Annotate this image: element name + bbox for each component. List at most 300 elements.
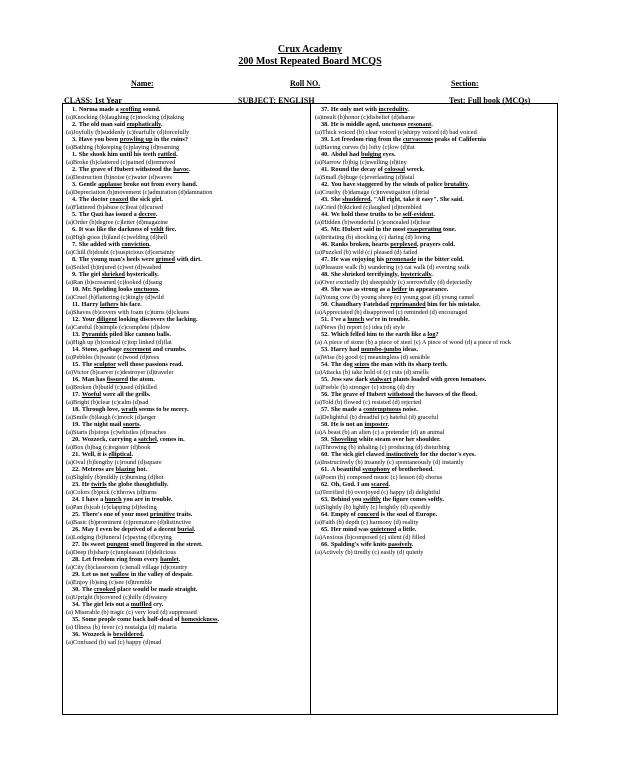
question-number: 24. <box>72 496 80 503</box>
question-text: Its sweet <box>81 541 107 548</box>
answer-options: (a)High grass (b)land (c)welding (d)hell <box>66 233 168 241</box>
answer-options: (a)Actively (b) tiredly (c) easily (d) quietly <box>315 548 424 556</box>
answer-options: (a)A beast (b) an alien (c) a pretender (d) an animal <box>315 428 445 436</box>
question-text: wreck. <box>405 166 425 173</box>
question-number: 45. <box>321 226 329 233</box>
answer-options: (a)Slightly (b)mildly (c)burning (d)hot <box>66 473 164 481</box>
question-stem <box>315 121 555 129</box>
question-stem <box>66 376 307 384</box>
question-stem <box>315 196 555 204</box>
question-stem <box>315 226 555 234</box>
question-text: Some people come back half-dead of <box>81 616 182 623</box>
question-text: traits. <box>174 511 193 518</box>
question-text: Wozzeck, carrying a <box>81 436 139 443</box>
question-number: 18. <box>72 406 80 413</box>
question-stem <box>315 451 555 459</box>
question-text: She was as strong as a <box>330 286 392 293</box>
question-text: He <box>81 481 92 488</box>
question-text: Man has <box>81 376 107 383</box>
answer-options: (a)Order (b)degree (c)letter (d)magazine <box>66 218 168 226</box>
subject-label: SUBJECT: ENGLISH <box>238 96 315 105</box>
question-number: 10. <box>72 286 80 293</box>
question-number: 64. <box>321 511 329 518</box>
question-text: She added with <box>78 241 122 248</box>
keyword: withstood <box>387 391 414 398</box>
keyword: perplexed <box>390 241 417 248</box>
answer-options: (a)Colors (b)pick (c)throws (d)turns <box>66 488 157 496</box>
question-number: 2. <box>72 121 77 128</box>
question-text: white steam over her shoulder. <box>357 436 441 443</box>
answer-options: (a)Young cow (b) young sheep (c) young goat (d) young camel <box>315 293 474 301</box>
question-text: . <box>217 616 220 623</box>
answer-options: (a)Slightly (b) lightly (c) brightly (d) speedily <box>315 503 431 511</box>
question-number: 48. <box>321 271 329 278</box>
question-text: Have you been <box>78 136 120 143</box>
answer-options: (a)Box (b)bag (c)register (d)book <box>66 443 151 451</box>
answer-options: (a) A piece of stone (b) a piece of steel (c) A piece of wood (d) a piece of rock <box>315 338 511 346</box>
keyword: bulging <box>360 151 382 158</box>
keyword: satchel <box>138 436 157 443</box>
question-stem <box>66 511 307 519</box>
question-number: 28. <box>72 556 80 563</box>
keyword: grimed <box>155 256 176 263</box>
question-text: He only met with <box>330 106 379 113</box>
question-text: , "All right, take it easy". She said. <box>370 196 464 203</box>
answer-options: (a)Small (b)huge (c)everlasting (d)fatal <box>315 173 415 181</box>
document-title: 200 Most Repeated Board MCQS <box>238 56 382 67</box>
keyword: quietened <box>370 526 397 533</box>
question-stem <box>315 136 555 144</box>
answer-options: (a)Broken (b)build (c)used (d)killed <box>66 383 157 391</box>
question-text: Your <box>81 316 97 323</box>
keyword: reprimanded <box>390 301 426 308</box>
academy-title: Crux Academy <box>277 44 343 55</box>
question-stem <box>66 601 307 609</box>
question-text: in the bitter cold. <box>416 256 464 263</box>
keyword: curvaceous <box>402 136 433 143</box>
question-text: The <box>81 361 94 368</box>
question-stem <box>66 196 307 204</box>
question-stem <box>315 511 555 519</box>
keyword: emphatically <box>126 121 161 128</box>
question-text: The girl lets out a <box>81 601 131 608</box>
keyword: incredulity <box>378 106 408 113</box>
question-text: in the valley of despair. <box>129 571 193 578</box>
question-stem <box>315 496 555 504</box>
question-stem <box>315 301 555 309</box>
keyword: concord <box>357 511 380 518</box>
question-text: hysterically. <box>124 271 159 278</box>
question-text: Harry had <box>330 346 361 353</box>
question-stem <box>66 226 307 234</box>
question-number: 61. <box>321 466 329 473</box>
question-number: 65. <box>321 526 329 533</box>
question-stem <box>315 166 555 174</box>
question-number: 58. <box>321 421 329 428</box>
question-text: we're in trouble. <box>364 316 410 323</box>
question-text: the figure comes softly. <box>380 496 444 503</box>
question-text: Meteros are <box>81 466 116 473</box>
answer-options: (a)City (b)classroom (c)small village (d)country <box>66 563 188 571</box>
question-number: 3. <box>72 181 77 188</box>
keyword: self-evident <box>402 211 434 218</box>
question-number: 5. <box>72 211 77 218</box>
question-stem <box>315 241 555 249</box>
question-stem <box>315 346 555 354</box>
answer-options: (a)Having curves (b) lofty (c)low (d)fat <box>315 143 415 151</box>
question-stem <box>315 361 555 369</box>
question-number: 6. <box>72 226 77 233</box>
question-stem <box>66 496 307 504</box>
answer-options: (a)Cruel (b)flattering (c)kingly (d)wild <box>66 293 164 301</box>
section-label: Section: <box>451 79 479 88</box>
question-number: 60. <box>321 451 329 458</box>
question-text: The dog <box>330 361 355 368</box>
keyword: excrement <box>123 346 152 353</box>
keyword: passively <box>388 541 412 548</box>
answer-options: (a)Pebbles (b)waste (c)wood (d)trees <box>66 353 160 361</box>
question-text: May I even be deprived of a decent <box>81 526 178 533</box>
answer-options: (a)Told (b) flowed (c) resisted (d) rejected <box>315 398 422 406</box>
question-number: 37. <box>321 106 329 113</box>
question-number: 54. <box>321 361 329 368</box>
question-text: . <box>193 526 196 533</box>
question-text: . <box>388 481 391 488</box>
question-text: hot. <box>135 466 148 473</box>
question-text: Round the decay of <box>330 166 385 173</box>
question-stem <box>315 466 555 474</box>
question-text: and crumbs. <box>151 346 187 353</box>
question-text: She shrieked terrifyingly, <box>330 271 401 278</box>
question-stem <box>315 106 555 114</box>
question-text: Wozzeck is <box>81 631 114 638</box>
answer-options: (a)Oval (b)lengthy (c)round (d)square <box>66 458 162 466</box>
test-label: Test: Full book (MCQs) <box>449 96 531 105</box>
answer-options: (a)Deep (b)sharp (c)unpleasant (d)delicious <box>66 548 176 556</box>
question-number: 62. <box>321 481 329 488</box>
question-text: the sick girl. <box>128 196 163 203</box>
question-text: The night mail <box>81 421 123 428</box>
keyword: bewildered <box>113 631 143 638</box>
keyword: resonant <box>407 121 432 128</box>
question-text: He was enjoying his <box>330 256 386 263</box>
question-number: 43. <box>321 196 329 203</box>
question-text: . <box>433 211 435 218</box>
keyword: applause <box>98 181 122 188</box>
question-text: Gentle <box>78 181 99 188</box>
question-text: You have staggered by the winds of police <box>330 181 445 188</box>
answer-options: (a)Pleasure walk (b) wandering (c) cat walk (d) evening walk <box>315 263 470 271</box>
answer-options: (a)Destruction (b)noise (c)water (d)waves <box>66 173 172 181</box>
question-number: 16. <box>72 376 80 383</box>
question-text: is the soul of Europe. <box>379 511 438 518</box>
question-number: 3. <box>72 136 77 143</box>
keyword: stalwart <box>369 376 392 383</box>
answer-options: (a)Soiled (b)injured (c)wet (d)washed <box>66 263 162 271</box>
answer-options: (a)Broke (b)clattered (c)pained (d)removed <box>66 158 176 166</box>
keyword: Pyramids <box>81 331 108 338</box>
question-text: the globe thoughtfully. <box>106 481 169 488</box>
question-text: . <box>431 271 433 278</box>
question-stem <box>66 271 307 279</box>
question-number: 9. <box>72 271 77 278</box>
question-number: 50. <box>321 301 329 308</box>
keyword: scoffing <box>120 106 142 113</box>
question-number: 63. <box>321 496 329 503</box>
question-text: smell lingered in the street. <box>128 541 203 548</box>
keyword: veldt <box>150 226 164 233</box>
question-text: I've a <box>330 316 348 323</box>
question-text: Abdul had <box>330 151 361 158</box>
keyword: instinctively <box>386 451 419 458</box>
question-number: 52. <box>321 331 329 338</box>
question-text: in appearance. <box>407 286 449 293</box>
question-text: broke out from every hand. <box>121 181 198 188</box>
answer-options: (a)Terrified (b) overjoyed (c) happy (d) delightful <box>315 488 441 496</box>
question-number: 29. <box>72 571 80 578</box>
keyword: muffled <box>130 601 152 608</box>
question-text: ? <box>435 331 439 338</box>
question-text: the man with its sharp teeth. <box>369 361 448 368</box>
question-text: The doctor <box>78 196 110 203</box>
question-text: Spalding's wife knits <box>330 541 389 548</box>
question-number: 20. <box>72 436 80 443</box>
keyword: sculptor <box>93 361 116 368</box>
question-text: piled like cannon balls. <box>107 331 171 338</box>
question-number: 36. <box>72 631 80 638</box>
question-stem <box>66 391 307 399</box>
question-stem <box>66 436 307 444</box>
keyword: conviction <box>121 241 150 248</box>
question-stem <box>315 316 555 324</box>
question-text: The grave of Hubert withstood the <box>78 166 174 173</box>
question-text: in the ruins? <box>152 136 188 143</box>
question-stem <box>315 421 555 429</box>
question-number: 46. <box>321 241 329 248</box>
question-stem <box>66 256 307 264</box>
question-stem <box>66 211 307 219</box>
question-text: Chaudhary Fatehdad <box>330 301 391 308</box>
question-number: 30. <box>72 586 80 593</box>
question-number: 14. <box>72 346 80 353</box>
keyword: shuddered <box>342 196 371 203</box>
keyword: wallow <box>110 571 130 578</box>
question-text: . <box>176 151 178 158</box>
question-text: The <box>81 586 94 593</box>
answer-options: (a)Lodging (b)funeral (c)paying (d)crying <box>66 533 172 541</box>
question-text: It was like the darkness of <box>78 226 151 233</box>
keyword: heifer <box>391 286 408 293</box>
question-number: 7. <box>72 241 77 248</box>
roll-label: Roll NO. <box>290 79 321 88</box>
question-text: eyes. <box>381 151 396 158</box>
answer-options: (a)Wise (b) good (c) meaningless (d) sensible <box>315 353 430 361</box>
question-stem <box>315 286 555 294</box>
answer-options: (a)Flattered (b)abuse (c)beat (d)cursed <box>66 203 164 211</box>
answer-options: (a)Victor (b)carver (c)destroyer (d)traveler <box>66 368 174 376</box>
class-label: CLASS: 1st Year <box>64 96 122 105</box>
question-text: . <box>155 211 158 218</box>
question-text: looking discovers the lacking. <box>116 316 198 323</box>
question-number: 12. <box>72 316 80 323</box>
question-text: Jess saw dark <box>330 376 370 383</box>
question-number: 2. <box>72 166 77 173</box>
question-stem <box>66 346 307 354</box>
question-text: plants loaded with green tomatoes. <box>391 376 487 383</box>
question-stem <box>66 136 307 144</box>
answer-options: (a)Delightful (b) dreadful (c) hateful (d) graceful <box>315 413 439 421</box>
question-text: The girl <box>78 271 102 278</box>
question-number: 1. <box>72 106 77 113</box>
question-text: We hold these truths to be <box>330 211 403 218</box>
column-divider <box>310 104 311 714</box>
question-stem <box>66 286 307 294</box>
question-text: Behind you <box>330 496 364 503</box>
question-text: . <box>407 106 409 113</box>
question-text: He is not an <box>330 421 365 428</box>
answer-options: (a)Throwing (b) inhaling (c) producing (d) disturbing <box>315 443 450 451</box>
keyword: seizes <box>354 361 370 368</box>
keyword: Shoveling <box>330 436 358 443</box>
question-number: 38. <box>321 121 329 128</box>
question-text: Empty of <box>330 511 358 518</box>
question-number: 4. <box>72 196 77 203</box>
question-number: 41. <box>321 166 329 173</box>
keyword: unctuous <box>133 286 159 293</box>
question-stem <box>66 316 307 324</box>
keyword: fissured <box>106 376 128 383</box>
answer-options: (a)Depreciation (b)movement (c)admiration (d)damnation <box>66 188 213 196</box>
question-text: The sick girl clawed <box>330 451 387 458</box>
question-text: Stone, garbage <box>81 346 124 353</box>
answer-options: (a)Basic (b)prominent (c)premature (d)distinctive <box>66 518 192 526</box>
question-stem <box>315 541 555 549</box>
question-stem <box>66 106 307 114</box>
keyword: prowling up <box>119 136 153 143</box>
question-number: 44. <box>321 211 329 218</box>
question-text: ideas. <box>401 346 419 353</box>
question-text: his face. <box>118 301 142 308</box>
question-text: She shook him until his teeth <box>78 151 158 158</box>
keyword: hunch <box>347 316 365 323</box>
question-text: noise. <box>401 406 418 413</box>
question-text: Let freedom ring from every <box>81 556 161 563</box>
answer-options: (a)Bright (b)clear (c)calm (d)sad <box>66 398 149 406</box>
question-number: 53. <box>321 346 329 353</box>
question-text: you are in trouble. <box>121 496 173 503</box>
left-question-column <box>66 106 307 646</box>
question-number: 66. <box>321 541 329 548</box>
keyword: brutality <box>444 181 468 188</box>
question-text: The grave of Hubert <box>330 391 388 398</box>
answer-options: (a)High up (b)conical (c)top linked (d)flat <box>66 338 172 346</box>
answer-options: (a)Hidden (b)wonderful (c)concealed (d)clear <box>315 218 431 226</box>
answer-options: (a)insult (b)honor (c)disbelief (d)shame <box>315 113 415 121</box>
question-stem <box>66 616 307 624</box>
question-stem <box>66 466 307 474</box>
question-text: . <box>158 286 160 293</box>
question-stem <box>66 121 307 129</box>
question-text: place would be made straight. <box>115 586 198 593</box>
answer-options: (a)Chill (b)doubt (c)suspicious (d)certainty <box>66 248 175 256</box>
question-text: . <box>387 421 390 428</box>
question-number: 11. <box>72 301 80 308</box>
question-number: 8. <box>72 256 77 263</box>
keyword: hunch <box>104 496 122 503</box>
question-number: 23. <box>72 481 80 488</box>
answer-options: (a)Feeble (b) stronger (c) strong (d) dry <box>315 383 415 391</box>
question-text: him for his mistake. <box>425 301 481 308</box>
question-text: Let us not <box>81 571 111 578</box>
right-question-column <box>315 106 555 556</box>
keyword: promenade <box>385 256 417 263</box>
question-text: A beautiful <box>330 466 363 473</box>
question-text: . <box>178 556 181 563</box>
question-text: seems to be mercy. <box>137 406 189 413</box>
question-text: Mr. Hubert said in the most <box>330 226 408 233</box>
answer-options: (a)Starts (b)stops (c)whistles (d)reaches <box>66 428 167 436</box>
keyword: imposter <box>364 421 388 428</box>
question-number: 47. <box>321 256 329 263</box>
question-text: . <box>188 166 191 173</box>
question-stem <box>66 526 307 534</box>
keyword: mumbo-jumbo <box>360 346 402 353</box>
answer-options: (a)Enjoy (b)sing (c)see (d)tremble <box>66 578 153 586</box>
answer-options: (a)Over excitedly (b) sheepishly (c) sorrowfully (d) dejectedly <box>315 278 473 286</box>
answer-options: (a)Smile (b)laugh (c)mock (d)anger <box>66 413 157 421</box>
question-stem <box>66 331 307 339</box>
question-stem <box>315 211 555 219</box>
question-number: 42. <box>321 181 329 188</box>
question-number: 26. <box>72 526 80 533</box>
answer-options: (a)Upright (b)covered (c)hilly (d)watery <box>66 593 168 601</box>
answer-options: (a)Cried (b)kicked (c)laughed (d)trembled <box>315 203 422 211</box>
question-stem <box>315 271 555 279</box>
answer-options: (a)Careful (b)simple (c)complete (d)slow <box>66 323 171 331</box>
question-stem <box>66 541 307 549</box>
question-stem <box>66 451 307 459</box>
answer-options: (a)Knocking (b)laughing (c)mocking (d)taking <box>66 113 185 121</box>
answer-options: (a) Illness (b) fever (c) nostalgia (d) malaria <box>66 623 177 631</box>
answer-options: (a)Faith (b) depth (c) harmony (d) reality <box>315 518 419 526</box>
keyword: diligent <box>96 316 117 323</box>
question-text: tone. <box>441 226 457 233</box>
keyword: burial <box>177 526 194 533</box>
keyword: hamlet <box>160 556 179 563</box>
answer-options: (a)News (b) report (c) idea (d) style <box>315 323 405 331</box>
answer-options: (a)Confused (b) sad (c) happy (d)mad <box>66 638 162 646</box>
question-stem <box>315 436 555 444</box>
question-stem <box>66 586 307 594</box>
question-text: of brotherhood. <box>390 466 434 473</box>
keyword: exasperating <box>407 226 442 233</box>
answer-options: (a)Ran (b)screamed (c)looked (d)sang <box>66 278 162 286</box>
question-number: 15. <box>72 361 80 368</box>
question-text: . <box>411 541 414 548</box>
question-text: There's one of your most <box>81 511 151 518</box>
question-number: 34. <box>72 601 80 608</box>
question-text: fire. <box>163 226 177 233</box>
question-stem <box>315 391 555 399</box>
question-stem <box>66 301 307 309</box>
question-text: Which felled him to the earth like a <box>330 331 428 338</box>
keyword: pungent <box>106 541 129 548</box>
question-text: The young man's heels were <box>78 256 156 263</box>
question-text: Through love, <box>81 406 122 413</box>
keyword: havoc <box>173 166 189 173</box>
keyword: contemptuous <box>363 406 402 413</box>
question-stem <box>315 181 555 189</box>
